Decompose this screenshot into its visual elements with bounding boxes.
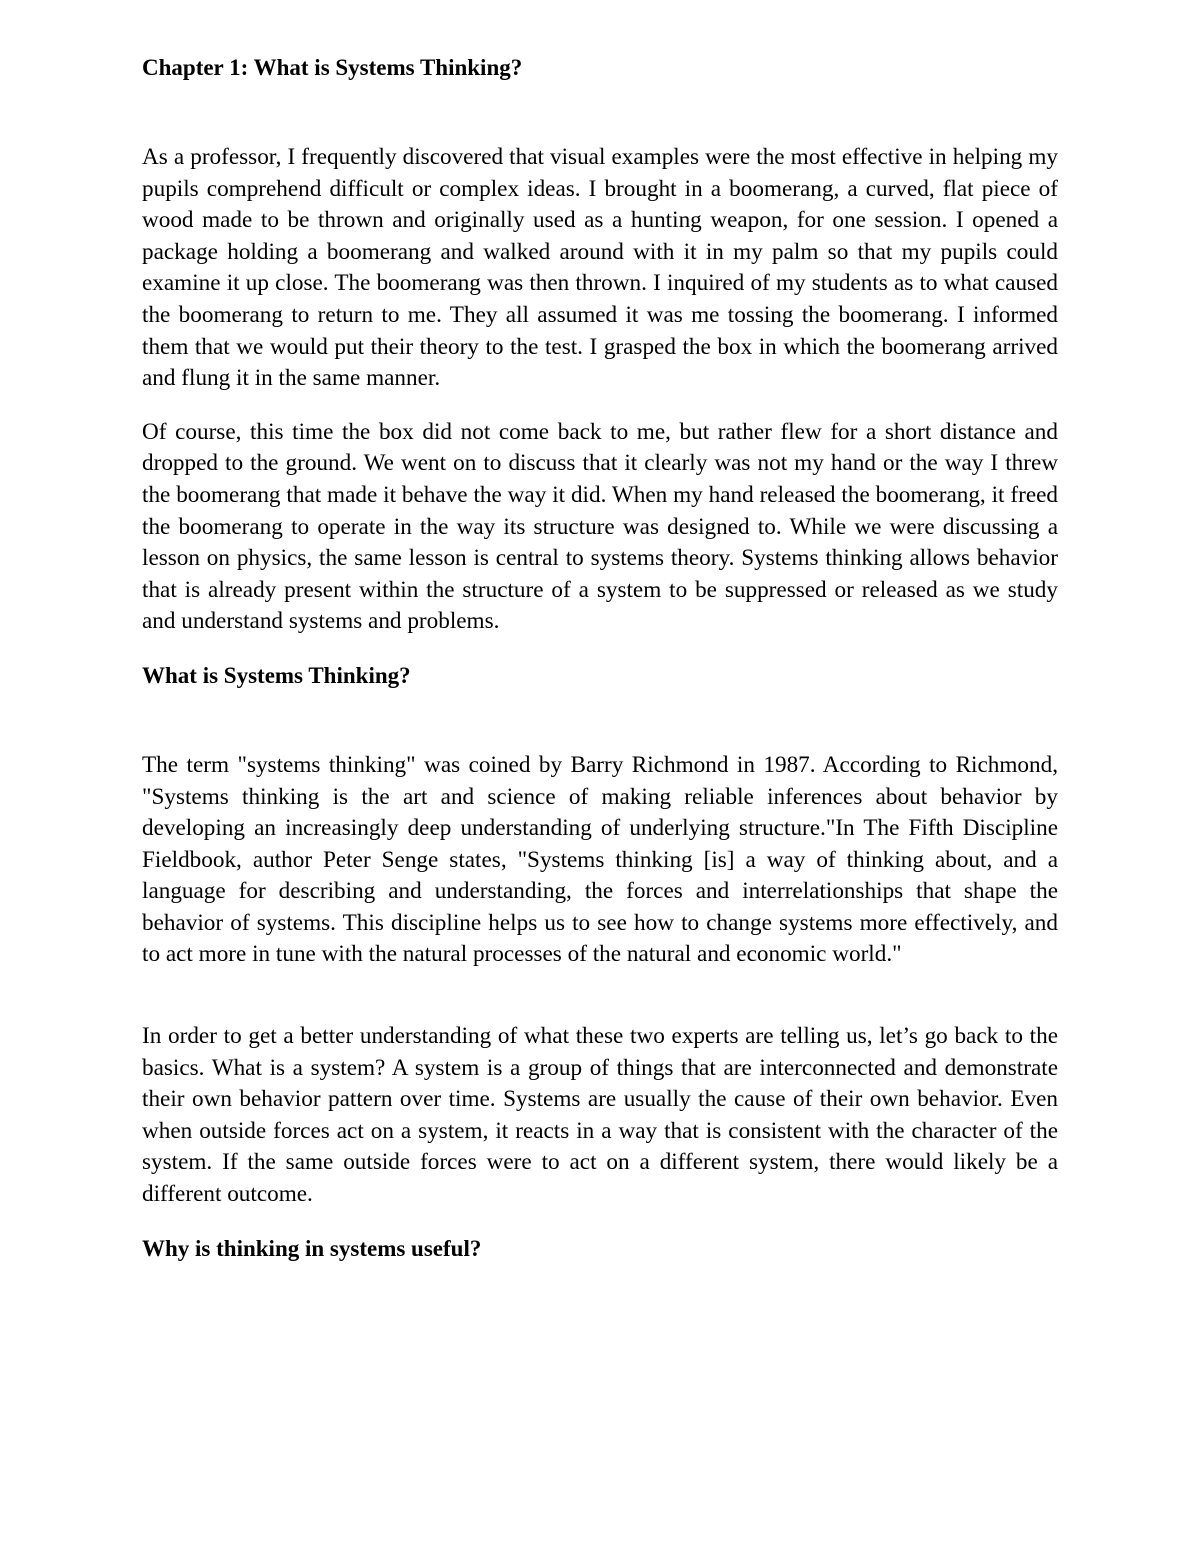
section-heading-what-is-systems-thinking: What is Systems Thinking? — [142, 662, 411, 688]
paragraph-definitions: The term "systems thinking" was coined by Barry Richmond in 1987. According to Richmond, "Systems thinking is the art and science of making reliable inferences about behavior by developing an increasingly deep understanding of underlying structure."In The Fifth Discipline Fieldbook, author Peter Senge states, "Systems thinking [is] a way of thinking about, and a language for describing and understanding, the forces and interrelationships that shape the behavior of systems. This discipline helps us to see how to change systems more effectively, and to act more in tune with the natural processes of the natural and economic world." — [142, 751, 1058, 968]
paragraph-what-is-a-system: In order to get a better understanding of what these two experts are telling us, let’s go back to the basics. What is a system? A system is a group of things that are interconnected and demonstrate their own behavior pattern over time. Systems are usually the cause of their own behavior. Even when outside forces act on a system, it reacts in a way that is consistent with the character of the system. If the same outside forces were to act on a different system, there would likely be a different outcome. — [142, 1023, 1058, 1208]
paragraph-boomerang-lesson: Of course, this time the box did not come back to me, but rather flew for a short distance and dropped to the ground. We went on to discuss that it clearly was not my hand or the way I threw the boomerang that made it behave the way it did. When my hand released the boomerang, it freed the boomerang to operate in the way its structure was designed to. While we were discussing a lesson on physics, the same lesson is central to systems theory. Systems thinking allows behavior that is already present within the structure of a system to be suppressed or released as we study and understand systems and problems. — [142, 418, 1058, 635]
paragraph-boomerang-intro: As a professor, I frequently discovered that visual examples were the most effective in helping my pupils comprehend difficult or complex ideas. I brought in a boomerang, a curved, flat piece of wood made to be thrown and originally used as a hunting weapon, for one session. I opened a package holding a boomerang and walked around with it in my palm so that my pupils could examine it up close. The boomerang was then thrown. I inquired of my students as to what caused the boomerang to return to me. They all assumed it was me tossing the boomerang. I informed them that we would put their theory to the test. I grasped the box in which the boomerang arrived and flung it in the same manner. — [142, 144, 1058, 392]
document-body — [142, 52, 1058, 1265]
section-heading-why-useful: Why is thinking in systems useful? — [142, 1235, 482, 1261]
chapter-title: Chapter 1: What is Systems Thinking? — [142, 55, 523, 80]
